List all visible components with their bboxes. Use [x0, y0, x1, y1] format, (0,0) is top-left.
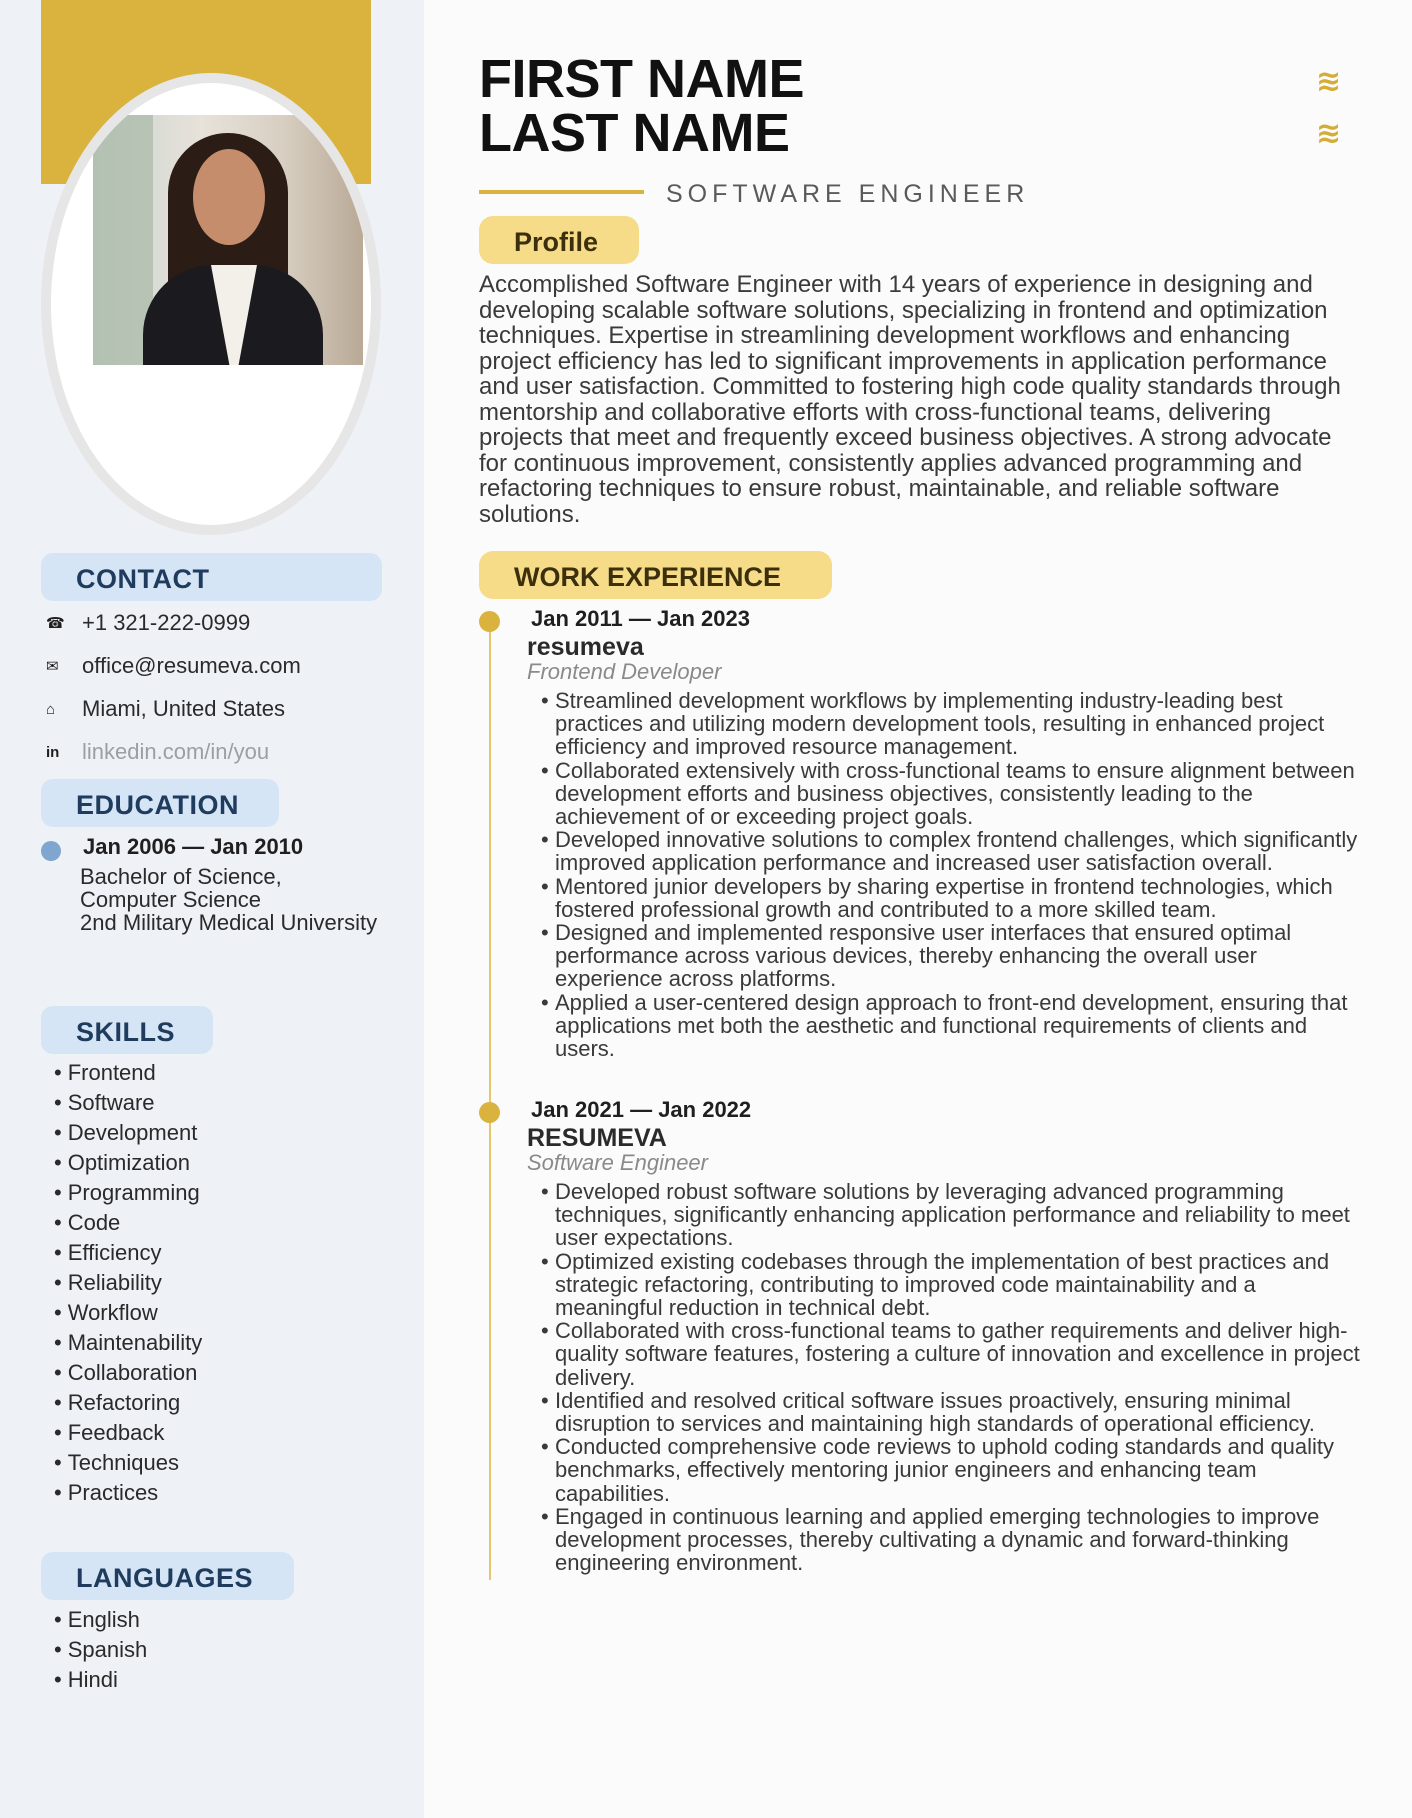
timeline-dot	[479, 1102, 500, 1123]
email-text[interactable]: office@resumeva.com	[82, 653, 301, 678]
skill-item: • Practices	[54, 1478, 202, 1508]
job-bullet: • Applied a user-centered design approach to front-end development, ensuring that applications met both the aesthetic and functional requirements of clients and users.	[541, 991, 1361, 1061]
contact-location	[46, 694, 285, 724]
education-school: 2nd Military Medical University	[80, 910, 378, 935]
job-bullet: • Designed and implemented responsive user interfaces that ensured optimal performance across various devices, thereby enhancing the overall user experience across platforms.	[541, 921, 1361, 991]
education-degree: Bachelor of Science, Computer Science	[80, 864, 282, 912]
job-bullet: • Developed innovative solutions to complex frontend challenges, which significantly improved application performance and increased user satisfaction overall.	[541, 828, 1361, 874]
job-dates: Jan 2021 — Jan 2022	[531, 1097, 752, 1122]
wave-icon: ≋	[1316, 65, 1342, 98]
skill-item: • Feedback	[54, 1418, 202, 1448]
skills-heading: SKILLS	[41, 1006, 213, 1054]
contact-phone	[46, 608, 250, 638]
education-heading: EDUCATION	[41, 779, 279, 827]
full-name	[479, 49, 804, 163]
timeline-dot	[479, 611, 500, 632]
profile-summary: Accomplished Software Engineer with 14 years of experience in designing and developing scalable software solutions, specializing in frontend and optimization techniques. Expertise in streamlining development workflows and enhancing project efficiency has led to significant improvements in application performance and user satisfaction. Committed to fostering high code quality standards through mentorship and collaborative efforts with cross-functional teams, delivering projects that meet and frequently exceed business objectives. A strong advocate for continuous improvement, consistently applies advanced programming and refactoring techniques to ensure robust, maintainable, and reliable software solutions.	[479, 271, 1341, 528]
last-name: LAST NAME	[479, 103, 790, 163]
skill-item: • Reliability	[54, 1268, 202, 1298]
profile-heading: Profile	[479, 216, 639, 264]
skill-item: • Refactoring	[54, 1388, 202, 1418]
location-text: Miami, United States	[82, 696, 285, 721]
skill-item: • Development	[54, 1118, 202, 1148]
language-item: • English	[54, 1605, 147, 1635]
phone-icon: ☎	[46, 615, 65, 632]
job-bullet: • Optimized existing codebases through the implementation of best practices and strategic refactoring, contributing to improved code maintainability and a meaningful reduction in technical debt.	[541, 1250, 1361, 1320]
contact-linkedin	[46, 737, 269, 767]
languages-list	[54, 1605, 147, 1695]
education-dates: Jan 2006 — Jan 2010	[83, 834, 304, 859]
job-bullet: • Mentored junior developers by sharing expertise in frontend technologies, which fostered professional growth and contributed to a more skilled team.	[541, 875, 1361, 921]
job-bullet: • Identified and resolved critical software issues proactively, ensuring minimal disruption to services and maintaining high standards of operational efficiency.	[541, 1389, 1361, 1435]
language-item: • Hindi	[54, 1665, 147, 1695]
sidebar	[0, 0, 424, 1818]
job-bullet: • Collaborated extensively with cross-functional teams to ensure alignment between development efforts and business objectives, consistently leading to the achievement of or exceeding project goals.	[541, 759, 1361, 829]
languages-heading: LANGUAGES	[41, 1552, 294, 1600]
education-details	[80, 865, 380, 934]
skill-item: • Efficiency	[54, 1238, 202, 1268]
skill-item: • Optimization	[54, 1148, 202, 1178]
photo-frame	[41, 73, 381, 535]
job-bullets	[541, 689, 1361, 1060]
wave-icon: ≋	[1316, 117, 1342, 150]
job-bullet: • Engaged in continuous learning and applied emerging technologies to improve development processes, thereby cultivating a dynamic and forward-thinking engineering environment.	[541, 1505, 1361, 1575]
skill-item: • Software	[54, 1088, 202, 1118]
linkedin-icon: in	[46, 743, 60, 761]
skill-item: • Workflow	[54, 1298, 202, 1328]
skill-item: • Frontend	[54, 1058, 202, 1088]
skill-item: • Collaboration	[54, 1358, 202, 1388]
contact-heading: CONTACT	[41, 553, 382, 601]
first-name: FIRST NAME	[479, 49, 804, 109]
language-item: • Spanish	[54, 1635, 147, 1665]
linkedin-link[interactable]: linkedin.com/in/you	[82, 739, 270, 764]
job-bullets	[541, 1180, 1361, 1574]
job-company: resumeva	[527, 633, 644, 661]
job-role: Software Engineer	[527, 1150, 708, 1175]
job-role: Frontend Developer	[527, 659, 722, 684]
skill-item: • Code	[54, 1208, 202, 1238]
email-icon: ✉	[46, 658, 59, 675]
job-dates: Jan 2011 — Jan 2023	[531, 606, 750, 631]
skill-item: • Maintenability	[54, 1328, 202, 1358]
job-bullet: • Conducted comprehensive code reviews to uphold coding standards and quality benchmarks, effectively mentoring junior engineers and enhancing team capabilities.	[541, 1435, 1361, 1505]
job-company: RESUMEVA	[527, 1124, 667, 1152]
education-timeline-dot	[41, 841, 61, 861]
work-experience-heading: WORK EXPERIENCE	[479, 551, 832, 599]
location-icon: ⌂	[46, 700, 56, 718]
job-bullet: • Developed robust software solutions by leveraging advanced programming techniques, significantly enhancing application performance and reliability to meet user expectations.	[541, 1180, 1361, 1250]
skills-list	[54, 1058, 202, 1508]
job-title: SOFTWARE ENGINEER	[666, 180, 1030, 208]
job-bullet: • Collaborated with cross-functional teams to gather requirements and deliver high-quality software features, fostering a culture of innovation and excellence in project delivery.	[541, 1319, 1361, 1389]
profile-photo	[93, 115, 363, 365]
skill-item: • Techniques	[54, 1448, 202, 1478]
contact-email	[46, 651, 301, 681]
job-bullet: • Streamlined development workflows by implementing industry-leading best practices and utilizing modern development tools, resulting in enhanced project efficiency and improved resource management.	[541, 689, 1361, 759]
skill-item: • Programming	[54, 1178, 202, 1208]
timeline-line	[489, 620, 491, 1580]
phone-text: +1 321-222-0999	[82, 610, 251, 635]
title-accent-line	[479, 190, 644, 194]
